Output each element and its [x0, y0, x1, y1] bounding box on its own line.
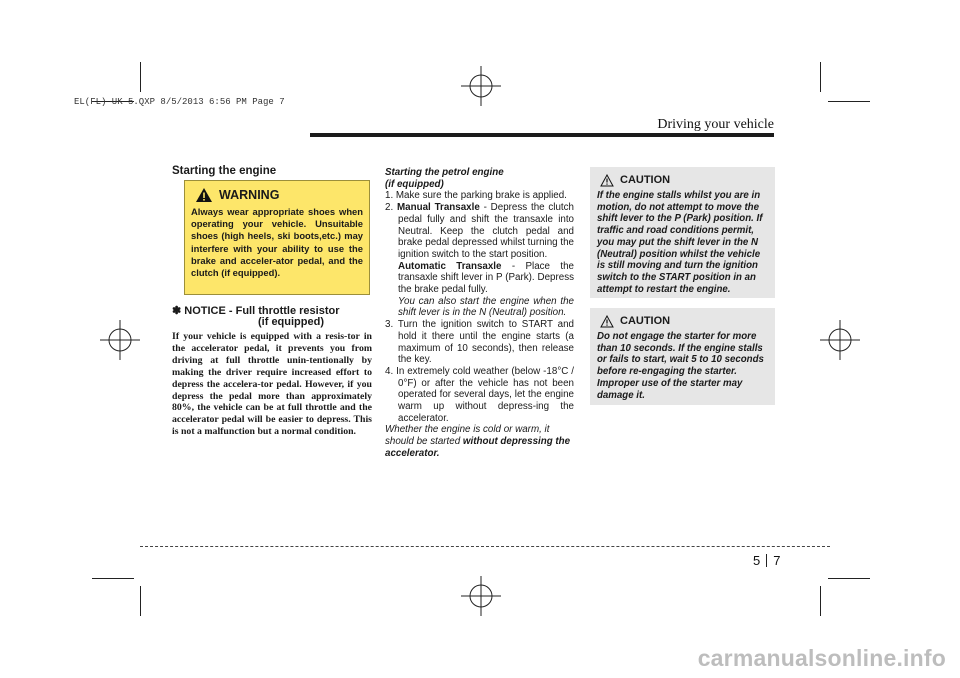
notice-heading: ✽ NOTICE - Full throttle resistor [172, 305, 340, 317]
caution-text: Do not engage the starter for more than 10 seconds. If the engine stalls or fails to start, wait 5 to 10 seconds before re-engaging the starter. Improper use of the starter may damage it. [597, 331, 764, 401]
crop-mark [820, 62, 821, 92]
registration-mark-icon [461, 576, 501, 616]
page-header-title: Driving your vehicle [657, 117, 774, 132]
header-rule [310, 133, 774, 137]
caution-box-starter [590, 308, 775, 405]
warning-label: WARNING [219, 188, 280, 202]
crop-mark [820, 586, 821, 616]
registration-mark-icon [820, 320, 860, 360]
crop-mark [828, 101, 870, 102]
notice-subheading: (if equipped) [258, 316, 324, 328]
page-number [753, 553, 780, 568]
registration-mark-icon [461, 66, 501, 106]
warning-triangle-icon [195, 187, 213, 203]
closing-bold: without depressing the accelerator. [385, 436, 571, 459]
page-number-separator [766, 554, 767, 567]
caution-triangle-icon [600, 174, 614, 187]
step-3: 3. Turn the ignition switch to START and hold it there until the engine starts (a maximum of 10 seconds), then release the key. [385, 319, 574, 366]
caution-box-stall [590, 167, 775, 298]
crop-mark [140, 62, 141, 92]
automatic-transaxle [385, 261, 574, 296]
watermark: carmanualsonline.info [697, 645, 946, 671]
automatic-transaxle-label: Automatic Transaxle [398, 260, 502, 272]
caution-label: CAUTION [620, 315, 671, 327]
starting-petrol-engine-section [385, 167, 574, 460]
crop-mark [140, 586, 141, 616]
chapter-number: 5 [753, 553, 761, 568]
section-title: Starting the engine [172, 165, 277, 177]
caution-label: CAUTION [620, 174, 671, 186]
automatic-transaxle-note: You can also start the engine when the shift lever is in the N (Neutral) position. [398, 295, 574, 319]
registration-mark-icon [100, 320, 140, 360]
subsection-note: (if equipped) [385, 178, 444, 190]
page-number-value: 7 [773, 553, 781, 568]
print-slug: EL(FL) UK 5.QXP 8/5/2013 6:56 PM Page 7 [74, 97, 285, 107]
step-2 [385, 202, 574, 261]
step-4: 4. In extremely cold weather (below -18°C / 0°F) or after the vehicle has not been operated for several days, let the engine warm up without depress-ing the accelerator. [385, 365, 574, 424]
caution-text: If the engine stalls whilst you are in motion, do not attempt to move the shift lever to the P (Park) position. If traffic and road conditions permit, you may put the shift lever in the N (Neutral) position whilst the vehicle is still moving and turn the ignition switch to the START position in an attempt to restart the engine. [597, 190, 763, 295]
warning-box [184, 180, 370, 295]
automatic-transaxle-text: - Place the transaxle shift lever in P (Park). Depress the brake pedal fully. [398, 260, 574, 296]
subsection-title: Starting the petrol engine [385, 167, 504, 178]
manual-transaxle-text: - Depress the clutch pedal fully and shift the transaxle into Neutral. Keep the clutch pedal and brake pedal depressed whilst turning the ignition switch to the start position. [398, 202, 574, 260]
step-2-number: 2. [385, 202, 394, 214]
closing-note [385, 424, 574, 459]
notice-text: If your vehicle is equipped with a resis-tor in the accelerator pedal, it prevents you from driving at full throttle unin-tentionally by making the driver require increased effort to depress the accelera-tor pedal. However, if you depress the pedal more than approximately 80%, the vehicle can be at full throttle and the accelerator pedal will be easier to depress. This is not a malfunction but a normal condition. [172, 331, 372, 438]
manual-transaxle-label: Manual Transaxle [397, 202, 480, 214]
crop-mark [828, 578, 870, 579]
caution-triangle-icon [600, 315, 614, 328]
closing-normal: Whether the engine is cold or warm, it should be started [385, 424, 550, 448]
crop-mark [92, 578, 134, 579]
warning-text: Always wear appropriate shoes when operating your vehicle. Unsuitable shoes (high heels, ski boots,etc.) may interfere with your ability to use the brake and acceler-ator pedal, and the clutch (if equipped). [191, 206, 363, 279]
step-1: 1. Make sure the parking brake is applied. [385, 190, 567, 202]
footer-rule [140, 546, 830, 547]
